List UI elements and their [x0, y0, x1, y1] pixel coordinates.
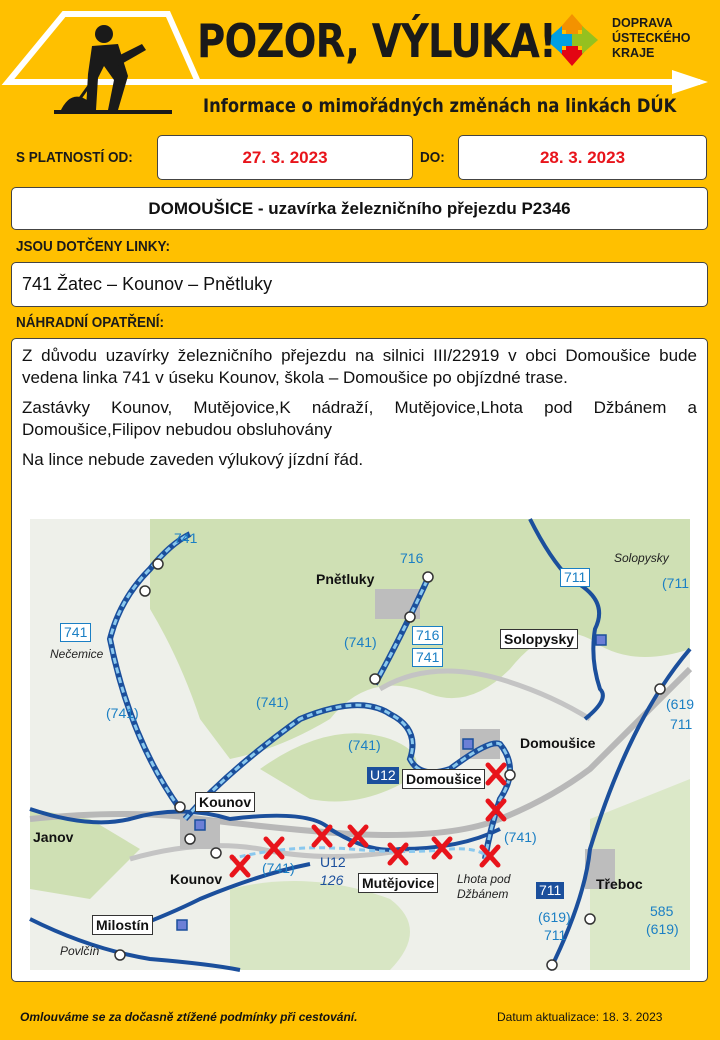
town-label: Solopysky — [614, 551, 669, 565]
route-label: (741) — [256, 694, 289, 710]
town-label: Domoušice — [520, 735, 596, 751]
arrow-head-icon — [672, 70, 708, 94]
stop-label: Kounov — [195, 792, 255, 812]
measures-label: NÁHRADNÍ OPATŘENÍ: — [16, 314, 164, 331]
route-box: U12 — [367, 767, 399, 784]
route-box: 716 — [412, 626, 443, 645]
route-box: 711 — [560, 568, 590, 587]
logo-line: KRAJE — [612, 46, 655, 60]
measures-paragraph: Na lince nebude zaveden výlukový jízdní řád. — [22, 450, 364, 469]
route-label: (619 — [666, 696, 695, 712]
header — [0, 0, 720, 130]
logo-text — [612, 16, 690, 61]
update-date: Datum aktualizace: 18. 3. 2023 — [497, 1010, 663, 1024]
detour-map — [30, 519, 695, 970]
valid-to-label: DO: — [420, 149, 445, 166]
route-label: (741) — [504, 829, 537, 845]
route-label: (619) — [646, 921, 679, 937]
affected-lines-value: 741 Žatec – Kounov – Pnětluky — [11, 262, 708, 307]
page-subtitle: Informace o mimořádných změnách na linkách DÚK — [203, 95, 677, 117]
route-label: (741) — [262, 860, 295, 876]
town-label: Povlčín — [60, 944, 100, 958]
route-label: 716 — [400, 550, 424, 566]
town-label: Lhota pod — [457, 872, 511, 886]
logo-line: DOPRAVA — [612, 16, 673, 30]
route-label: 711 — [670, 716, 693, 732]
route-label: (741) — [106, 705, 139, 721]
town-label: Pnětluky — [316, 571, 375, 587]
route-label: 711 — [544, 927, 567, 943]
closure-headline: DOMOUŠICE - uzavírka železničního přejezdu P2346 — [11, 187, 708, 230]
affected-lines-label: JSOU DOTČENY LINKY: — [16, 238, 171, 255]
route-label: 741 — [174, 530, 198, 546]
valid-from-label: S PLATNOSTÍ OD: — [16, 149, 133, 166]
town-label: Janov — [33, 829, 74, 845]
route-label: 126 — [320, 872, 344, 888]
measures-paragraph: Zastávky Kounov, Mutějovice,K nádraží, Mutějovice,Lhota pod Džbánem a Domoušice,Filipov nebudou obsluhovány — [22, 398, 697, 439]
route-box: 741 — [60, 623, 91, 642]
valid-to-value: 28. 3. 2023 — [458, 135, 707, 180]
town-label: Kounov — [170, 871, 223, 887]
stop-label: Solopysky — [500, 629, 578, 649]
stop-label: Domoušice — [402, 769, 485, 789]
town-label: Třeboc — [596, 876, 643, 892]
footer-note: Omlouváme se za dočasně ztížené podmínky při cestování. — [20, 1010, 358, 1024]
route-label: (619) — [538, 909, 571, 925]
route-label: (741) — [344, 634, 377, 650]
town-label: Nečemice — [50, 647, 104, 661]
stop-label: Milostín — [92, 915, 153, 935]
town-label: Džbánem — [457, 887, 509, 901]
stop-label: Mutějovice — [358, 873, 438, 893]
route-box: 741 — [412, 648, 443, 667]
measures-text — [22, 345, 697, 480]
route-label: (711 — [662, 575, 689, 591]
route-label: (741) — [348, 737, 381, 753]
measures-paragraph: Z důvodu uzavírky železničního přejezdu na silnici III/22919 v obci Domoušice bude vedena linka 741 v úseku Kounov, škola – Domoušice po objízdné trase. — [22, 346, 697, 387]
route-label: 585 — [650, 903, 674, 919]
valid-from-value: 27. 3. 2023 — [157, 135, 413, 180]
route-box: 711 — [536, 882, 564, 899]
page-title: POZOR, VÝLUKA! — [197, 14, 556, 68]
logo-line: ÚSTECKÉHO — [612, 31, 691, 45]
route-label: U12 — [320, 854, 346, 870]
